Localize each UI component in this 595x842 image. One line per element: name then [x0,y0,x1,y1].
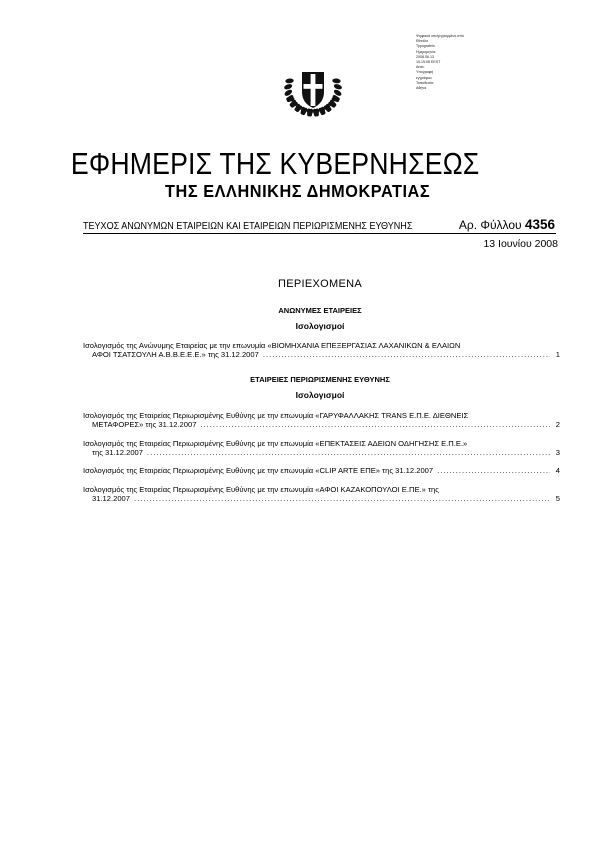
masthead-title: ΕΦΗΜΕΡΙΣ ΤΗΣ ΚΥΒΕΡΝΗΣΕΩΣ [70,146,480,181]
toc-entry[interactable] [83,485,560,504]
issue-number-label [459,217,555,232]
contents-heading: ΠΕΡΙΕΧΟΜΕΝΑ [278,278,362,290]
toc-entry[interactable] [83,341,560,360]
toc-page-number: 4 [555,466,560,475]
toc-entry-text-cont: ΜΕΤΑΦΟΡΕΣ» της 31.12.2007 [92,420,197,430]
toc-entry-text: Ισολογισμός της Εταιρείας Περιωρισμένης Ευθύνης με την επωνυμία «ΕΠΕΚΤΑΣΕΙΣ ΑΔΕΙΩΝ ΟΔΗΓΗΣΗΣ Ε.Π.Ε.» [83,439,468,448]
dot-leader [147,448,550,457]
signature-line: Typografeio [416,44,435,49]
signature-line: 15:19:08 EEST [416,60,441,65]
signature-line: Ημερομηνία: [416,49,437,54]
signature-line: Αθήνα [416,86,427,91]
toc-entry[interactable] [83,439,560,458]
toc-entry-text: Ισολογισμός της Εταιρείας Περιωρισμένης Ευθύνης με την επωνυμία «ΑΦΟΙ ΚΑΖΑΚΟΠΟΥΛΟΙ Ε.ΠΕ.» της [83,485,439,494]
greek-coat-of-arms-icon [283,58,343,118]
signature-line: Αιτία: [416,65,425,70]
signature-line: Ethniko [416,39,428,44]
signature-line: Ψηφιακά υπογεγραμμένο από [416,34,464,38]
toc-entry[interactable] [83,411,560,430]
toc-page-number: 5 [555,494,560,504]
toc-entry-text: Ισολογισμός της Εταιρείας Περιωρισμένης Ευθύνης με την επωνυμία «CLIP ARTE ΕΠΕ» της 31.12.2007 [83,466,434,475]
dot-leader [134,494,550,503]
section-title: ΕΤΑΙΡΕΙΕΣ ΠΕΡΙΩΡΙΣΜΕΝΗΣ ΕΥΘΥΝΗΣ [250,375,390,384]
toc-entry-text: Ισολογισμός της Ανώνυμης Εταιρείας με την επωνυμία «ΒΙΟΜΗΧΑΝΙΑ ΕΠΕΞΕΡΓΑΣΙΑΣ ΛΑΧΑΝΙΚΩΝ & ΕΛΑΙΩΝ [83,341,461,350]
signature-line: Υπογραφή [416,70,434,75]
section-title: ΑΝΩΝΥΜΕΣ ΕΤΑΙΡΕΙΕΣ [278,306,362,315]
signature-line: Τοποθεσία: [416,80,434,85]
toc-entry-text-cont: 31.12.2007 [92,494,131,504]
toc-page-number: 3 [555,448,560,458]
series-title: ΤΕΥΧΟΣ ΑΝΩΝΥΜΩΝ ΕΤΑΙΡΕΙΩΝ ΚΑΙ ΕΤΑΙΡΕΙΩΝ ΠΕΡΙΩΡΙΣΜΕΝΗΣ ΕΥΘΥΝΗΣ [83,220,413,232]
signature-line: εγγράφου [416,75,432,80]
section-subtitle: Ισολογισμοί [295,321,345,331]
toc-entry-text: Ισολογισμός της Εταιρείας Περιωρισμένης Ευθύνης με την επωνυμία «ΓΑΡΥΦΑΛΛΑΚΗΣ TRANS Ε.Π.Ε. ΔΙΕΘΝΕΙΣ [83,411,469,420]
toc-entry-text-cont: της 31.12.2007 [92,448,143,458]
issue-date: 13 Ιουνίου 2008 [483,238,558,250]
digital-signature-stamp [416,34,476,91]
dot-leader [200,420,550,429]
toc-entry-text-cont: ΑΦΟΙ ΤΣΑΤΣΟΥΛΗ Α.Β.Β.Ε.Ε.Ε.» της 31.12.2007 [92,350,259,360]
signature-line: 2008.06.13 [416,54,434,59]
toc-entry[interactable] [83,466,560,475]
section-subtitle: Ισολογισμοί [295,390,345,400]
masthead-subtitle: ΤΗΣ ΕΛΛΗΝΙΚΗΣ ΔΗΜΟΚΡΑΤΙΑΣ [165,181,431,201]
header-divider [83,233,556,234]
toc-page-number: 2 [555,420,560,430]
dot-leader [263,350,550,359]
toc-page-number: 1 [555,350,560,360]
issue-number: 4356 [524,217,555,232]
dot-leader [437,466,550,475]
issue-label: Αρ. Φύλλου [458,218,522,232]
